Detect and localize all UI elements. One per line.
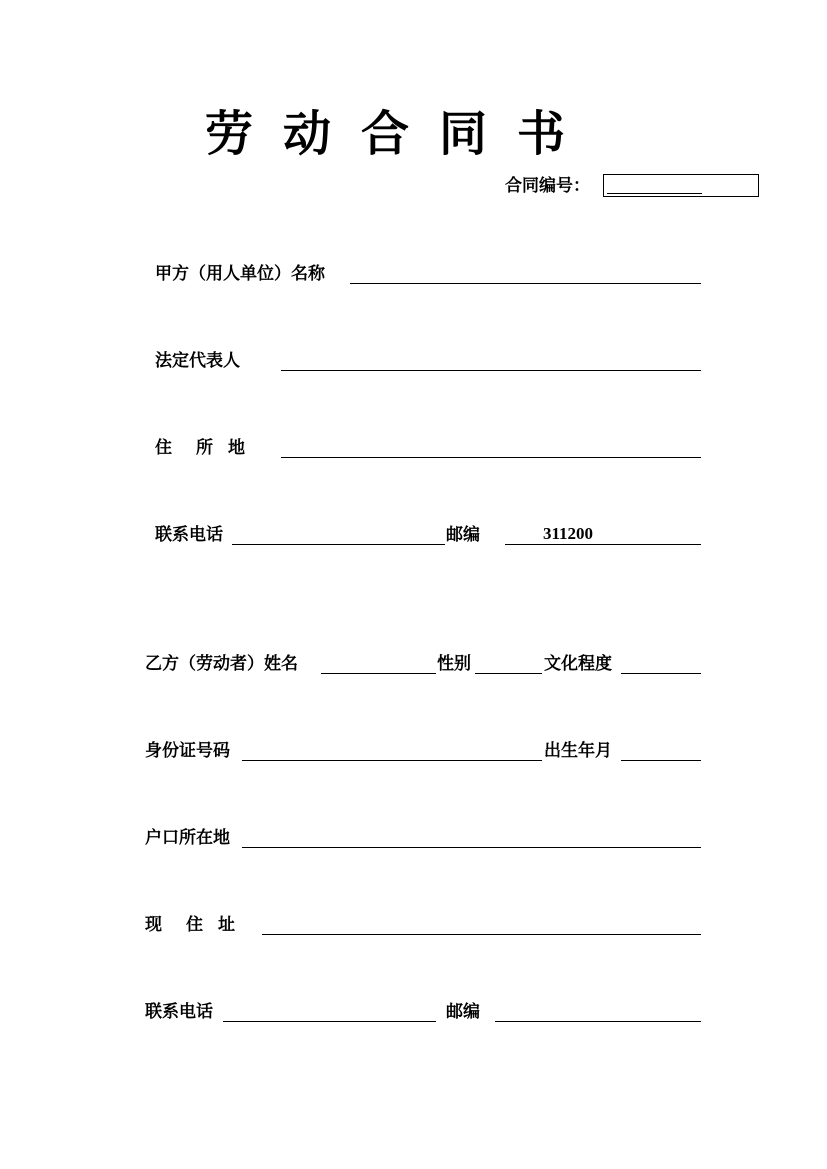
party-a-postcode-field[interactable]: [505, 544, 701, 545]
party-b-name-label: 乙方（劳动者）姓名: [145, 654, 298, 674]
party-a-legal-rep-label: 法定代表人: [155, 351, 240, 371]
party-b-name-field[interactable]: [321, 673, 436, 674]
party-b-gender-label: 性别: [437, 654, 471, 674]
party-a-address-field[interactable]: [281, 457, 701, 458]
party-b-household-field[interactable]: [242, 847, 701, 848]
party-a-name-field[interactable]: [350, 283, 701, 284]
party-a-postcode-value: 311200: [543, 524, 594, 543]
party-b-birth-label: 出生年月: [544, 741, 612, 761]
party-b-education-field[interactable]: [621, 673, 701, 674]
party-b-phone-field[interactable]: [223, 1021, 436, 1022]
party-b-education-label: 文化程度: [544, 654, 612, 674]
party-b-birth-field[interactable]: [621, 760, 701, 761]
party-a-address-label: 住 所 地: [155, 438, 245, 458]
party-b-postcode-field[interactable]: [495, 1021, 701, 1022]
party-a-phone-label: 联系电话: [155, 525, 223, 545]
party-b-phone-label: 联系电话: [145, 1002, 213, 1022]
contract-number-underline: [607, 193, 702, 194]
party-a-postcode-label: 邮编: [446, 525, 480, 545]
party-b-current-address-label: 现 住 址: [145, 915, 235, 935]
party-a-phone-field[interactable]: [232, 544, 445, 545]
party-a-legal-rep-field[interactable]: [281, 370, 701, 371]
party-b-id-label: 身份证号码: [145, 741, 230, 761]
contract-number-label: 合同编号：: [505, 176, 590, 196]
party-b-household-label: 户口所在地: [145, 828, 230, 848]
party-b-id-field[interactable]: [242, 760, 542, 761]
party-b-current-address-field[interactable]: [262, 934, 701, 935]
document-title: 劳动合同书: [204, 106, 595, 162]
party-b-gender-field[interactable]: [475, 673, 542, 674]
party-b-postcode-label: 邮编: [446, 1002, 480, 1022]
contract-number-field[interactable]: [603, 174, 759, 197]
party-a-name-label: 甲方（用人单位）名称: [155, 264, 325, 284]
